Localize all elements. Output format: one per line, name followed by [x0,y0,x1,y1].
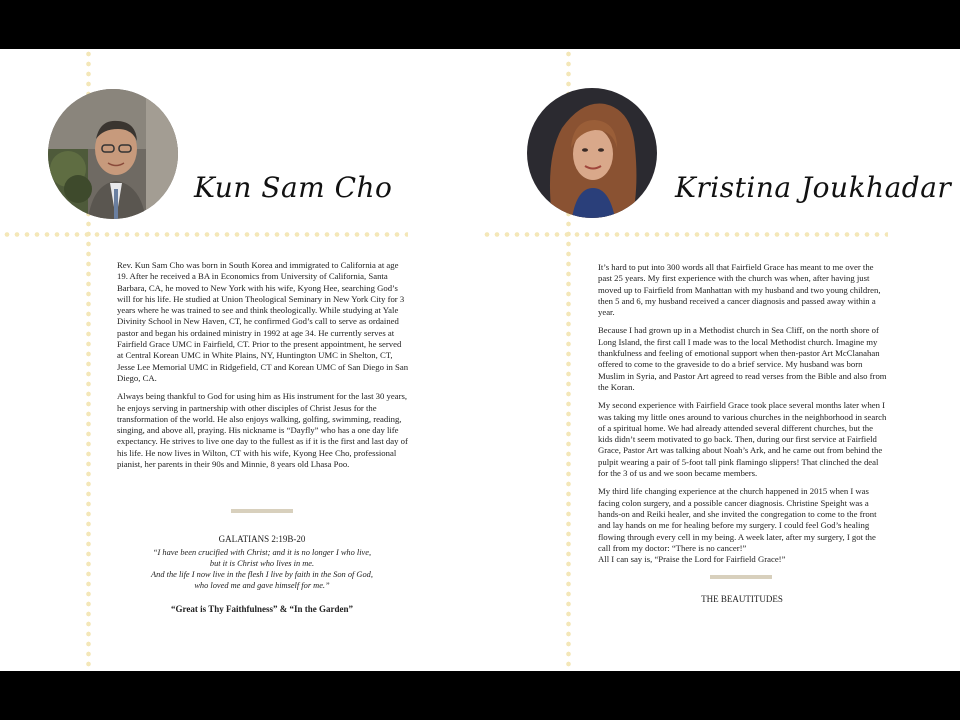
testimony-paragraph: My third life changing experience at the church happened in 2015 when I was facing colon surgery, and a possible cancer diagnosis. Christine Speight was a hands-on and Reiki healer, and she invited the congregation to come to the front and lay hands on me for healing before my surgery. I could feel God’s healing flowing through every cell in my being. A week later, after my surgery, I got the call from my doctor: “There is no cancer!” All I can say is, “Praise the Lord for Fairfield Grace!” [598,486,877,565]
booklet-spread [0,49,960,671]
portrait-kristina-joukhadar [527,88,657,218]
bio-paragraph: Rev. Kun Sam Cho was born in South Korea and immigrated to California at age 19. After he received a BA in Economics from University of California, Santa Barbara, CA, he moved to New York with his wife, Kyong Hee, searching God’s will for his life. He studied at Union Theological Seminary in New York City for 3 years where he was trained to see and think theologically. While studying at Yale Divinity School in New Haven, CT, he confirmed God’s call to serve as ordained pastor and began his ordained ministry in 1992 at age 34. He currently serves at Fairfield Grace UMC in Fairfield, CT. Prior to the present appointment, he served at Central Korean UMC in White Plains, NY, Huntington UMC in Shelton, CT, Jesse Lee Memorial UMC in Ridgefield, CT and Korean UMC of San Diego in San Diego, CA. [117,260,409,383]
testimony-paragraph: My second experience with Fairfield Grace took place several months later when I was taking my little ones around to various churches in the neighborhood in search of a spiritual home. We had already attended several different churches, but the kids didn’t seem motivated to go back. Then, during our first service at Fairfield Grace, Pastor Art was talking about Noah’s Ark, and he came out from behind the pulpit wearing a pair of 5-foot tall pink flamingo slippers! That clinched the deal for the 3 of us and we soon became members. [598,400,887,479]
section-divider-left [231,509,293,513]
testimony-paragraph: Because I had grown up in a Methodist church in Sea Cliff, on the north shore of Long Island, the first call I made was to the local Methodist church. Imagine my thankfulness and feeling of emotional support when then-pastor Art McClanahan offered to come to the graveside to do a brief service. My husband was born Muslim in Syria, and Pastor Art agreed to read verses from the Bible and also from the Koran. [598,325,887,392]
scripture-block [132,534,392,614]
name-kun-sam-cho: Kun Sam Cho [194,171,393,204]
dotted-horizontal-guide-left [2,232,408,237]
testimony-paragraph: It’s hard to put into 300 words all that Fairfield Grace has meant to me over the past 25 years. My first experience with the church was when, after having just moved up to Fairfield from Manhattan with my husband and two young children, then 5 and 6, my husband received a cancer diagnosis and passed away within a year. [598,262,881,318]
dotted-horizontal-guide-right [482,232,888,237]
verse-line: who loved me and gave himself for me.” [194,581,330,590]
bio-paragraph: Always being thankful to God for using him as His instrument for the last 30 years, he enjoys serving in partnership with other disciples of Christ Jesus for the transformation of the world. He also enjoys walking, golfing, swimming, reading, singing, and above all, praying. His nickname is “Dayfly” who has a one day life expectancy. He strives to live one day to the fullest as if it is the first and last day of his life. He now lives in Wilton, CT with his wife, Kyong Hee Cho, professional pianist, her parents in their 90s and Minnie, 8 years old Lhasa Poo. [117,391,408,470]
testimony-kristina-joukhadar [598,262,889,572]
section-divider-right [710,575,772,579]
name-kristina-joukhadar: Kristina Joukhadar [675,171,952,204]
bio-kun-sam-cho [117,260,409,477]
verse-line: And the life I now live in the flesh I live by faith in the Son of God, [151,570,373,579]
hymn-titles: “Great is Thy Faithfulness” & “In the Garden” [171,604,353,614]
scripture-reference: GALATIANS 2:19B-20 [218,534,306,544]
verse-line: “I have been crucified with Christ; and it is no longer I who live, [152,548,372,557]
closing-title: THE BEAUTITUDES [701,594,783,604]
verse-line: but it is Christ who lives in me. [209,559,315,568]
scripture-verse [132,547,392,591]
portrait-kun-sam-cho [48,89,178,219]
